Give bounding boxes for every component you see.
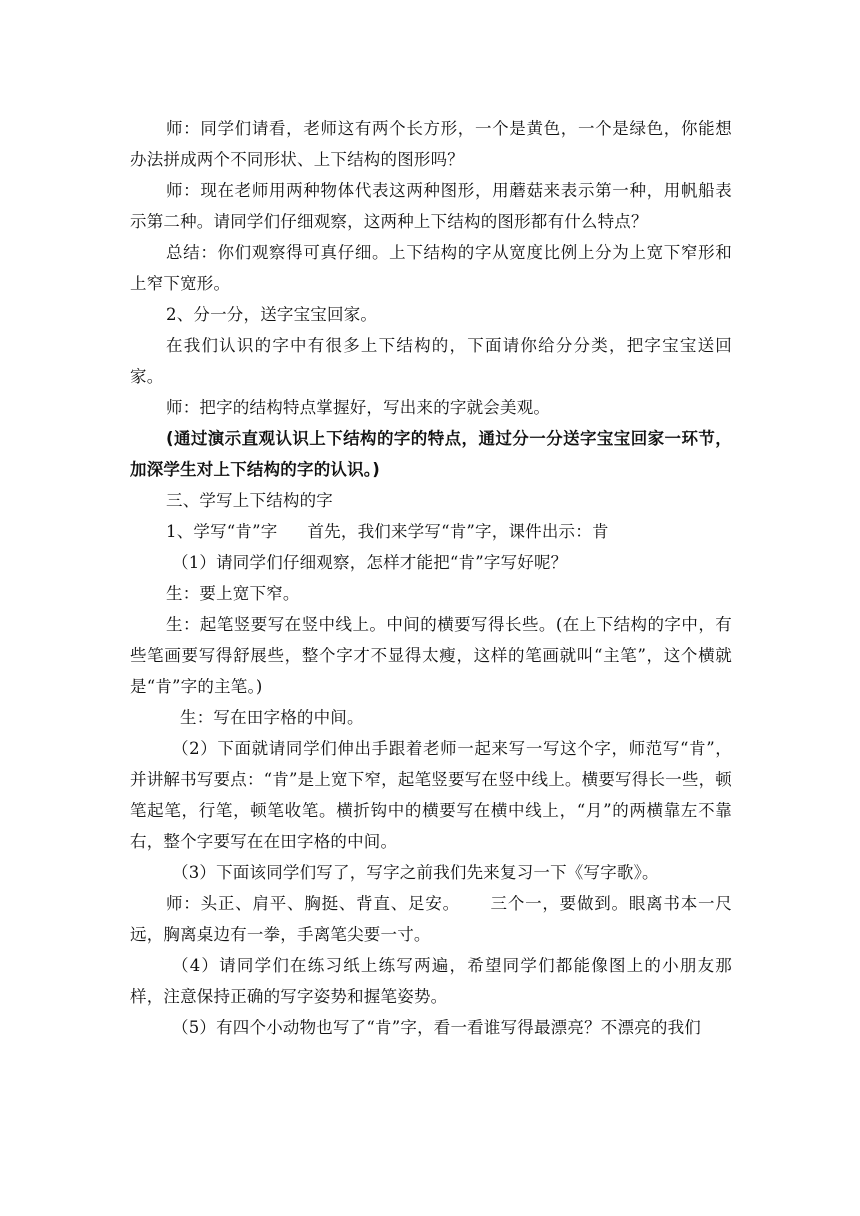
paragraph-teacher-objects: 师：现在老师用两种物体代表这两种图形，用蘑菇来表示第一种，用帆船表示第二种。请同学们仔细观察，这两种上下结构的图形都有什么特点？ bbox=[130, 181, 732, 231]
step-label-ken: 1、学写“肯”字 bbox=[166, 522, 278, 541]
paragraph-observe: （1）请同学们仔细观察，怎样才能把“肯”字写好呢？ bbox=[172, 553, 568, 572]
posture-rules: 三个一，要做到。眼离书本一尺远，胸离桌边有一拳，手离笔尖要一寸。 bbox=[130, 894, 732, 944]
paragraph-teacher-rectangles: 师：同学们请看，老师这有两个长方形，一个是黄色，一个是绿色，你能想办法拼成两个不同形状、上下结构的图形吗？ bbox=[130, 119, 732, 169]
paragraph-student-stroke: 生：起笔竖要写在竖中线上。中间的横要写得长些。(在上下结构的字中，有些笔画要写得舒展些，整个字才不显得太瘦，这样的笔画就叫“主笔”，这个横就是“肯”字的主笔。) bbox=[130, 615, 732, 696]
paragraph-posture-song bbox=[130, 888, 732, 950]
paragraph-step-2: 2、分一分，送字宝宝回家。 bbox=[166, 305, 378, 324]
posture-line: 师：头正、肩平、胸挺、背直、足安。 bbox=[166, 894, 460, 913]
paragraph-teacher-beauty: 师：把字的结构特点掌握好，写出来的字就会美观。 bbox=[166, 398, 551, 417]
paragraph-student-wide: 生：要上宽下窄。 bbox=[166, 584, 300, 603]
paragraph-learn-ken bbox=[130, 516, 732, 547]
section-heading-3: 三、学写上下结构的字 bbox=[166, 491, 333, 510]
step-intro-ken: 首先，我们来学写“肯”字，课件出示：肯 bbox=[307, 522, 609, 541]
paragraph-student-center: 生：写在田字格的中间。 bbox=[180, 708, 364, 727]
paragraph-demo-write: （2）下面就请同学们伸出手跟着老师一起来写一写这个字，师范写“肯”，并讲解书写要点：“肯”是上宽下窄，起笔竖要写在竖中线上。横要写得长一些，顿笔起笔，行笔，顿笔收笔。横折钩中的横要写在横中线上，“月”的两横靠左不靠右，整个字要写在在田字格的中间。 bbox=[130, 739, 732, 851]
paragraph-bold-note: (通过演示直观认识上下结构的字的特点，通过分一分送字宝宝回家一环节，加深学生对上下结构的字的认识。) bbox=[130, 429, 732, 479]
document-body bbox=[130, 113, 732, 1043]
paragraph-animals: （5）有四个小动物也写了“肯”字，看一看谁写得最漂亮？不漂亮的我们 bbox=[172, 1018, 701, 1037]
paragraph-practice: （4）请同学们在练习纸上练写两遍，希望同学们都能像图上的小朋友那样，注意保持正确的写字姿势和握笔姿势。 bbox=[130, 956, 732, 1006]
paragraph-summary: 总结：你们观察得可真仔细。上下结构的字从宽度比例上分为上宽下窄形和上窄下宽形。 bbox=[130, 243, 732, 293]
paragraph-classify: 在我们认识的字中有很多上下结构的，下面请你给分分类，把字宝宝送回家。 bbox=[130, 336, 732, 386]
paragraph-review-song: （3）下面该同学们写了，写字之前我们先来复习一下《写字歌》。 bbox=[172, 863, 659, 882]
